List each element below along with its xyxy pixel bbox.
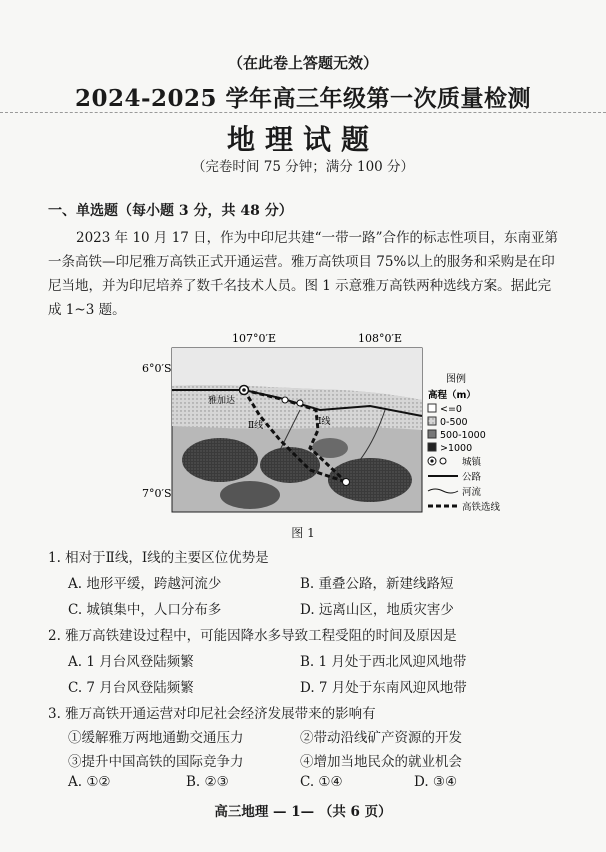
exam-title: 2024-2025 学年高三年级第一次质量检测 (74, 85, 532, 112)
map-legend (428, 372, 501, 513)
mountain-area-1 (182, 438, 258, 482)
q3-statement-1: ①缓解雅万两地通勤交通压力 (68, 730, 244, 746)
legend-item-high: >1000 (440, 443, 473, 454)
q1-option-b: B. 重叠公路，新建线路短 (300, 576, 454, 592)
question-2-stem: 2. 雅万高铁建设过程中，可能因降水多导致工程受阻的时间及原因是 (48, 628, 457, 644)
q2-option-c: C. 7 月台风登陆频繁 (68, 680, 194, 696)
legend-item-road: 公路 (462, 472, 482, 483)
question-3-stem: 3. 雅万高铁开通运营对印尼社会经济发展带来的影响有 (48, 706, 376, 722)
route-map-figure (140, 330, 510, 520)
legend-swatch-sea (428, 404, 436, 412)
binding-dashed-line (0, 112, 606, 113)
lon-label-108: 108°0′E (358, 332, 403, 345)
legend-swatch-mid (428, 430, 436, 438)
q2-option-a: A. 1 月台风登陆频繁 (68, 654, 194, 670)
q3-option-d: D. ③④ (414, 774, 458, 790)
question-1-stem: 1. 相对于Ⅱ线，Ⅰ线的主要区位优势是 (48, 550, 269, 566)
route-1-label: Ⅰ线 (318, 417, 331, 427)
page-footer: 高三地理 — 1— （共 6 页） (214, 804, 392, 820)
figure-label: 图 1 (291, 526, 315, 540)
route-map (140, 330, 510, 520)
legend-item-hsr: 高铁选线 (462, 502, 501, 513)
town-symbol-1 (282, 397, 288, 403)
q3-option-c: C. ①④ (300, 774, 343, 790)
bandung-town-symbol (343, 479, 350, 486)
subject-title: 地理试题 (226, 123, 379, 156)
legend-swatch-low (428, 417, 436, 425)
legend-swatch-high (428, 443, 436, 451)
intro-paragraph: 2023 年 10 月 17 日，作为中印尼共建“一带一路”合作的标志性项目，东南亚第一条高铁—印尼雅万高铁正式开通运营。雅万高铁项目 75%以上的服务和采购是在印尼当地，并为印尼培养了数千名技术人员。图 1 示意雅万高铁两种选线方案。据此完成 1~3 题。 (48, 230, 558, 318)
lat-label-6: 6°0′S (142, 362, 172, 375)
q1-option-d: D. 远离山区，地质灾害少 (300, 602, 454, 618)
lon-label-107: 107°0′E (232, 332, 277, 345)
legend-item-sea: <=0 (440, 404, 462, 415)
legend-town-icon (440, 458, 446, 464)
q2-option-b: B. 1 月处于西北风迎风地带 (300, 654, 467, 670)
q1-option-a: A. 地形平缓，跨越河流少 (68, 576, 222, 592)
legend-river-icon (428, 489, 458, 493)
q3-statement-4: ④增加当地民众的就业机会 (300, 754, 462, 770)
legend-item-town: 城镇 (462, 457, 482, 468)
time-info: （完卷时间 75 分钟；满分 100 分） (191, 159, 415, 175)
q3-statement-3: ③提升中国高铁的国际竞争力 (68, 754, 244, 770)
jakarta-city-dot (242, 388, 246, 392)
map-area (172, 348, 422, 512)
legend-item-low: 0-500 (440, 417, 468, 428)
legend-elevation-title: 高程（m） (428, 390, 476, 401)
q3-statement-2: ②带动沿线矿产资源的开发 (300, 730, 462, 746)
town-symbol-2 (297, 400, 303, 406)
legend-city-icon-dot (430, 459, 433, 462)
mountain-area-4 (220, 481, 280, 509)
city-label: 雅加达 (208, 396, 236, 406)
exam-notice: （在此卷上答题无效） (227, 54, 378, 72)
mountain-area-2 (260, 447, 320, 483)
q2-option-d: D. 7 月处于东南风迎风地带 (300, 680, 467, 696)
q3-option-b: B. ②③ (186, 774, 229, 790)
q3-option-a: A. ①② (68, 774, 111, 790)
legend-item-mid: 500-1000 (440, 430, 486, 441)
legend-item-river: 河流 (462, 487, 482, 498)
legend-title: 图例 (446, 374, 466, 385)
section-title: 一、单选题（每小题 3 分，共 48 分） (48, 203, 293, 219)
q1-option-c: C. 城镇集中，人口分布多 (68, 602, 222, 618)
route-2-label: Ⅱ线 (248, 421, 264, 431)
lat-label-7: 7°0′S (142, 487, 172, 500)
